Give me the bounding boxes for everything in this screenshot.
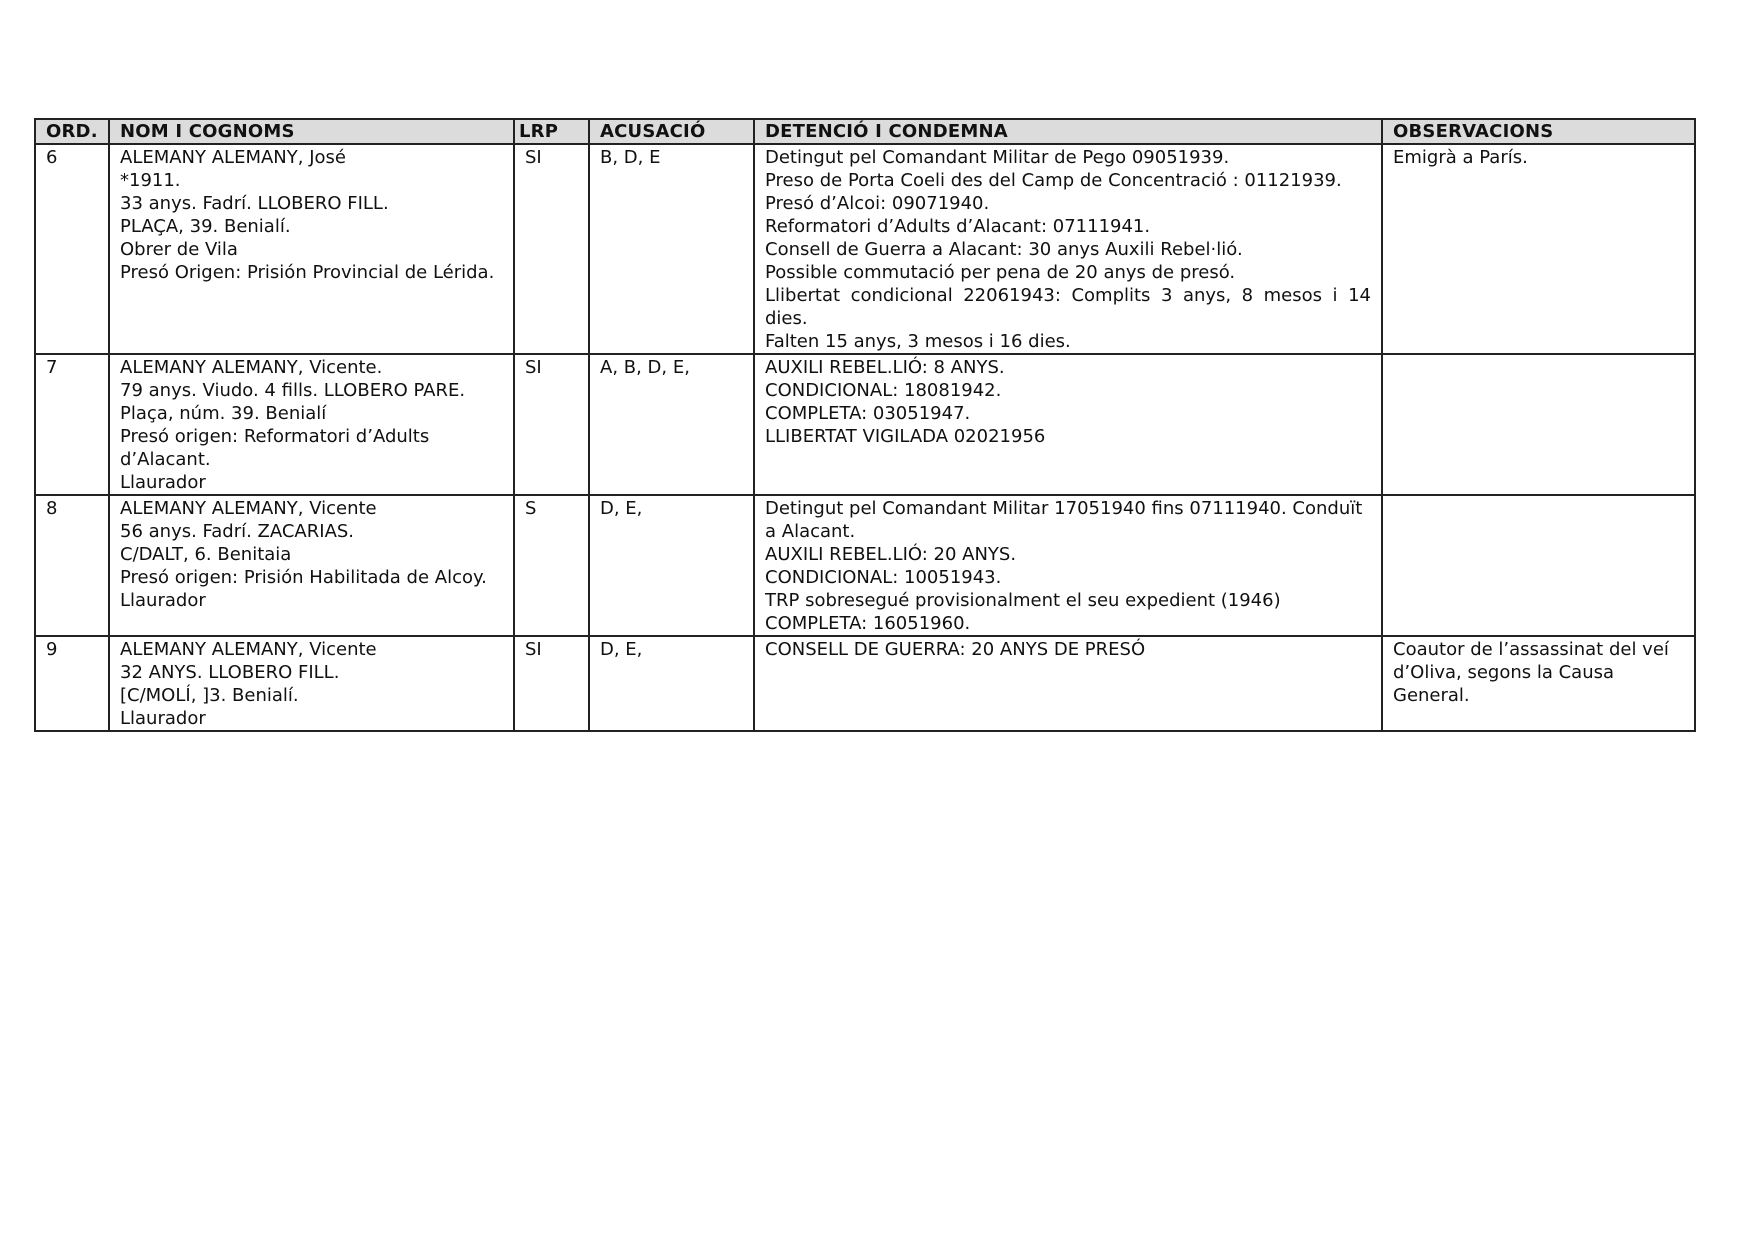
- cell-detention: [754, 144, 1382, 354]
- cell-ord: 7: [35, 354, 109, 495]
- cell-name: [109, 354, 514, 495]
- name-line: 32 ANYS. LLOBERO FILL.: [120, 662, 340, 683]
- table-header-row: [35, 119, 1695, 144]
- observation-line: Emigrà a París.: [1393, 147, 1528, 168]
- detention-line: Detingut pel Comandant Militar 17051940 fins 07111940. Conduït a Alacant.: [765, 498, 1363, 542]
- detention-line: Llibertat condicional 22061943: Complits 3 anys, 8 mesos i 14 dies.: [765, 285, 1371, 329]
- document-page: [34, 118, 1694, 732]
- name-line: Obrer de Vila: [120, 239, 238, 260]
- detention-line: CONSELL DE GUERRA: 20 ANYS DE PRESÓ: [765, 639, 1146, 660]
- name-line: ALEMANY ALEMANY, Vicente: [120, 639, 377, 660]
- cell-accusation: B, D, E: [589, 144, 754, 354]
- detention-line: Consell de Guerra a Alacant: 30 anys Auxili Rebel·lió.: [765, 239, 1243, 260]
- detention-line: CONDICIONAL: 18081942.: [765, 380, 1002, 401]
- cell-accusation: D, E,: [589, 495, 754, 636]
- table-row: [35, 495, 1695, 636]
- name-line: *1911.: [120, 170, 181, 191]
- detention-line: COMPLETA: 03051947.: [765, 403, 971, 424]
- name-line: Presó origen: Reformatori d’Adults d’Alacant.: [120, 426, 430, 470]
- cell-detention: [754, 495, 1382, 636]
- table-row: [35, 144, 1695, 354]
- detention-line: AUXILI REBEL.LIÓ: 8 ANYS.: [765, 357, 1005, 378]
- detention-line: TRP sobresegué provisionalment el seu expedient (1946): [765, 590, 1281, 611]
- table-row: [35, 354, 1695, 495]
- name-line: [C/MOLÍ, ]3. Benialí.: [120, 685, 299, 706]
- table-row: [35, 636, 1695, 731]
- cell-name: [109, 144, 514, 354]
- detention-line: CONDICIONAL: 10051943.: [765, 567, 1002, 588]
- cell-lrp: SI: [514, 354, 589, 495]
- name-line: PLAÇA, 39. Benialí.: [120, 216, 291, 237]
- cell-lrp: SI: [514, 636, 589, 731]
- detention-line: Presó d’Alcoi: 09071940.: [765, 193, 990, 214]
- cell-ord: 9: [35, 636, 109, 731]
- cell-accusation: A, B, D, E,: [589, 354, 754, 495]
- name-line: Plaça, núm. 39. Benialí: [120, 403, 327, 424]
- cell-detention: [754, 354, 1382, 495]
- cell-lrp: SI: [514, 144, 589, 354]
- cell-observations: [1382, 144, 1695, 354]
- cell-name: [109, 495, 514, 636]
- cell-accusation: D, E,: [589, 636, 754, 731]
- name-line: C/DALT, 6. Benitaia: [120, 544, 292, 565]
- cell-observations: [1382, 636, 1695, 731]
- name-line: ALEMANY ALEMANY, Vicente.: [120, 357, 383, 378]
- header-lrp: LRP: [514, 119, 589, 144]
- detention-line: Falten 15 anys, 3 mesos i 16 dies.: [765, 331, 1071, 352]
- name-line: Llaurador: [120, 472, 206, 493]
- detention-line: Possible commutació per pena de 20 anys de presó.: [765, 262, 1236, 283]
- detention-line: AUXILI REBEL.LIÓ: 20 ANYS.: [765, 544, 1017, 565]
- header-detention: DETENCIÓ I CONDEMNA: [754, 119, 1382, 144]
- cell-lrp: S: [514, 495, 589, 636]
- name-line: 79 anys. Viudo. 4 fills. LLOBERO PARE.: [120, 380, 466, 401]
- observation-line: Coautor de l’assassinat del veí d’Oliva, segons la Causa General.: [1393, 639, 1669, 706]
- name-line: Presó origen: Prisión Habilitada de Alcoy.: [120, 567, 487, 588]
- detention-line: Preso de Porta Coeli des del Camp de Concentració : 01121939.: [765, 170, 1342, 191]
- name-line: 56 anys. Fadrí. ZACARIAS.: [120, 521, 355, 542]
- name-line: Llaurador: [120, 708, 206, 729]
- cell-detention: [754, 636, 1382, 731]
- name-line: ALEMANY ALEMANY, José: [120, 147, 346, 168]
- cell-observations: [1382, 354, 1695, 495]
- header-accusation: ACUSACIÓ: [589, 119, 754, 144]
- cell-ord: 6: [35, 144, 109, 354]
- prisoner-records-table: [34, 118, 1696, 732]
- detention-line: Detingut pel Comandant Militar de Pego 09051939.: [765, 147, 1230, 168]
- header-observations: OBSERVACIONS: [1382, 119, 1695, 144]
- header-name: NOM I COGNOMS: [109, 119, 514, 144]
- name-line: Presó Origen: Prisión Provincial de Lérida.: [120, 262, 495, 283]
- detention-line: LLIBERTAT VIGILADA 02021956: [765, 426, 1046, 447]
- cell-observations: [1382, 495, 1695, 636]
- name-line: 33 anys. Fadrí. LLOBERO FILL.: [120, 193, 389, 214]
- detention-line: COMPLETA: 16051960.: [765, 613, 971, 634]
- name-line: Llaurador: [120, 590, 206, 611]
- cell-name: [109, 636, 514, 731]
- detention-line: Reformatori d’Adults d’Alacant: 07111941.: [765, 216, 1151, 237]
- header-ord: ORD.: [35, 119, 109, 144]
- name-line: ALEMANY ALEMANY, Vicente: [120, 498, 377, 519]
- cell-ord: 8: [35, 495, 109, 636]
